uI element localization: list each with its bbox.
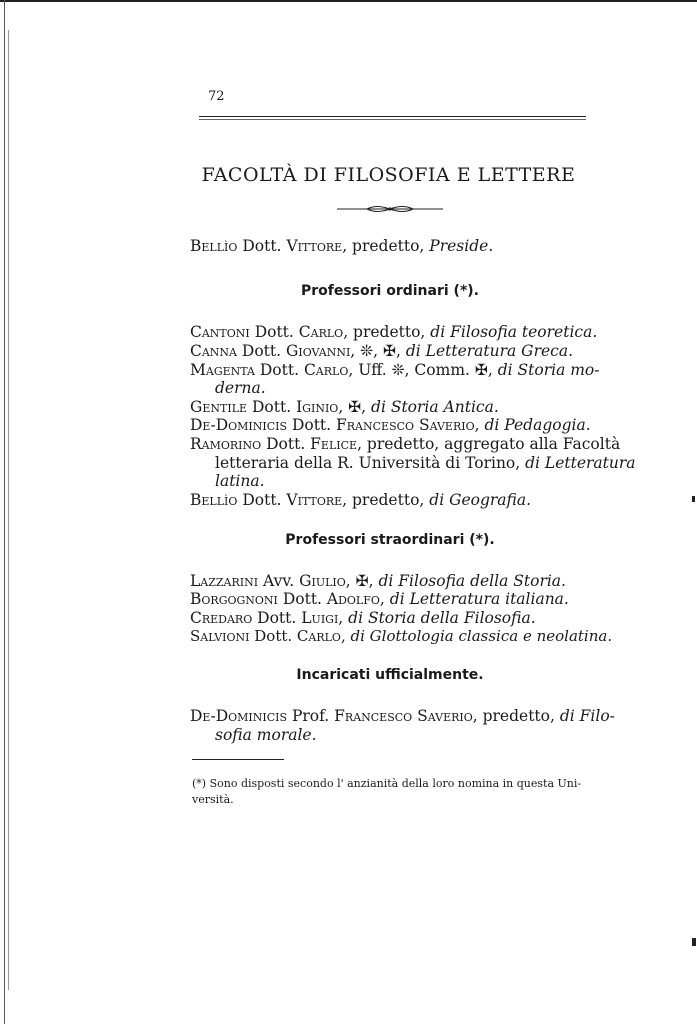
description: , xyxy=(340,627,351,645)
title: Dott. xyxy=(254,361,304,379)
title: Dott. xyxy=(249,323,299,341)
header-rule xyxy=(199,116,586,117)
entry-continuation: latina. xyxy=(215,472,265,490)
description: , ✠, xyxy=(345,572,379,590)
title: Dott. xyxy=(277,590,327,608)
page-title: FACOLTÀ DI FILOSOFIA E LETTERE xyxy=(201,164,576,186)
continuation-text: letteraria della R. Università di Torino, xyxy=(215,454,526,472)
scan-mark xyxy=(692,938,696,946)
page-number: 72 xyxy=(208,89,225,104)
subject: di Filosofia teoretica. xyxy=(430,323,598,341)
description: , predetto, aggregato alla Facoltà xyxy=(357,435,621,453)
subject: di Filo- xyxy=(559,707,615,725)
surname: Bellìo xyxy=(190,491,238,509)
given-name: Felice xyxy=(310,435,358,453)
faculty-entry xyxy=(190,706,615,726)
page-binding-edge xyxy=(4,0,5,1024)
faculty-entry xyxy=(190,434,621,454)
role: Preside. xyxy=(429,237,494,255)
subject: di Filosofia della Storia. xyxy=(378,572,566,590)
footnote-rule xyxy=(192,759,284,760)
footnote-line: (*) Sono disposti secondo l' anzianità della loro nomina in questa Uni- xyxy=(192,777,582,790)
surname: Lazzarini xyxy=(190,572,259,590)
description: , xyxy=(379,590,390,608)
surname: Canna xyxy=(190,342,237,360)
subject: di Letteratura xyxy=(525,454,636,472)
given-name: Adolfo xyxy=(326,590,380,608)
scan-mark xyxy=(692,496,695,502)
header-rule-thin xyxy=(199,119,586,120)
surname: De-Dominicis xyxy=(190,707,288,725)
given-name: Francesco Saverio xyxy=(336,416,475,434)
title: Dott. xyxy=(261,435,311,453)
description: , ❊, ✠, xyxy=(350,342,406,360)
given-name: Giulio xyxy=(299,572,346,590)
surname: Bellìo xyxy=(190,237,238,255)
surname: Ramorino xyxy=(190,435,262,453)
subject: di Storia mo- xyxy=(497,361,600,379)
faculty-entry xyxy=(190,589,590,609)
subject: di Letteratura italiana. xyxy=(389,590,569,608)
page-top-edge xyxy=(0,0,697,2)
subject: di Storia della Filosofia. xyxy=(348,609,536,627)
given-name: Carlo xyxy=(303,361,349,379)
ornament-divider-icon xyxy=(337,203,443,215)
description: , predetto, xyxy=(472,707,560,725)
given-name: Carlo xyxy=(298,323,344,341)
description: , Uff. ❊, Comm. ✠, xyxy=(348,361,498,379)
description: , ✠, xyxy=(338,398,372,416)
surname: Cantoni xyxy=(190,323,250,341)
title: Avv. xyxy=(258,572,300,590)
preside-entry xyxy=(190,236,590,256)
section-heading-ordinari: Professori ordinari (*). xyxy=(300,283,479,299)
surname: Credaro xyxy=(190,609,253,627)
subject: di Letteratura Greca. xyxy=(405,342,573,360)
description: , predetto, xyxy=(343,323,431,341)
faculty-entry xyxy=(190,360,600,380)
faculty-entry xyxy=(190,322,598,342)
title: Prof. xyxy=(287,707,335,725)
title: Dott. xyxy=(287,416,337,434)
title: Dott. xyxy=(249,627,297,645)
given-name: Francesco Saverio xyxy=(334,707,473,725)
given-name: Vittore xyxy=(286,237,343,255)
subject: di Pedagogia. xyxy=(484,416,591,434)
description: , xyxy=(338,609,349,627)
section-heading-straordinari: Professori straordinari (*). xyxy=(285,532,495,548)
subject: di Storia Antica. xyxy=(371,398,499,416)
surname: Gentile xyxy=(190,398,248,416)
description: , predetto, xyxy=(342,491,430,509)
entry-continuation xyxy=(215,453,636,473)
subject: di Glottologia classica e neolatina. xyxy=(350,627,613,645)
title: Dott. xyxy=(237,342,286,360)
surname: De-Dominicis xyxy=(190,416,288,434)
given-name: Giovanni xyxy=(286,342,351,360)
faculty-entry xyxy=(190,415,590,435)
entry-continuation: sofia morale. xyxy=(215,726,317,744)
faculty-entry xyxy=(190,490,590,510)
faculty-entry xyxy=(190,397,590,417)
surname: Borgognoni xyxy=(190,590,278,608)
title: Dott. xyxy=(252,609,302,627)
title: Dott. xyxy=(247,398,297,416)
surname: Magenta xyxy=(190,361,255,379)
faculty-entry xyxy=(190,341,590,361)
description: , predetto, xyxy=(342,237,425,255)
given-name: Vittore xyxy=(286,491,343,509)
given-name: Iginio xyxy=(296,398,339,416)
faculty-entry xyxy=(190,626,613,646)
title: Dott. xyxy=(242,237,282,255)
given-name: Carlo xyxy=(296,627,341,645)
faculty-entry xyxy=(190,571,590,591)
title: Dott. xyxy=(237,491,287,509)
page-binding-shadow xyxy=(8,30,9,990)
section-heading-incaricati: Incaricati ufficialmente. xyxy=(296,667,484,683)
footnote-line: versità. xyxy=(192,793,234,806)
surname: Salvioni xyxy=(190,627,250,645)
entry-continuation: derna. xyxy=(215,379,266,397)
subject: di Geografia. xyxy=(429,491,532,509)
given-name: Luigi xyxy=(301,609,339,627)
faculty-entry xyxy=(190,608,590,628)
description: , xyxy=(474,416,485,434)
